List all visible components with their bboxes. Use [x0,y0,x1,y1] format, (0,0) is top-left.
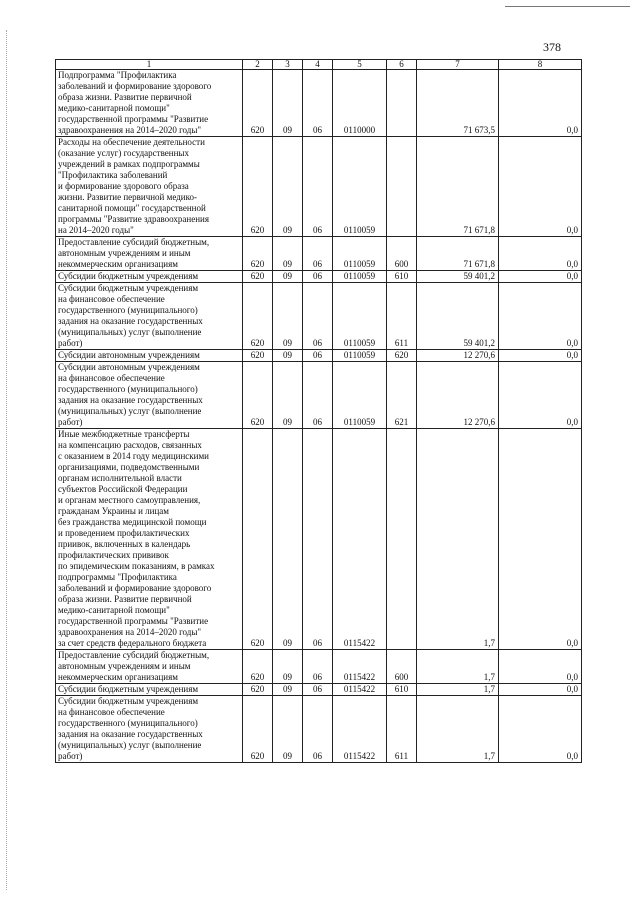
code-cell: 600 [387,237,417,271]
code-cell: 09 [273,684,303,696]
column-header: 7 [417,60,499,70]
code-cell: 06 [303,696,333,763]
code-cell: 09 [273,237,303,271]
code-cell: 620 [243,271,273,283]
amount-cell: 0,0 [499,350,582,362]
table-row [56,237,582,271]
code-cell: 611 [387,696,417,763]
page-edge [6,30,7,890]
amount-cell: 0,0 [499,283,582,350]
code-cell [387,70,417,137]
code-cell: 620 [243,650,273,684]
row-name-cell: Субсидии бюджетным учреждениям на финансовое обеспечение государственного (муниципального) задания на оказание государственных (муниципальных) услуг (выполнение работ) [56,696,243,763]
code-cell: 06 [303,684,333,696]
code-cell: 620 [243,137,273,237]
code-cell: 09 [273,271,303,283]
amount-cell: 0,0 [499,650,582,684]
row-name-cell: Субсидии автономным учреждениям [56,350,243,362]
code-cell: 06 [303,70,333,137]
code-cell: 0110000 [333,70,387,137]
table-row [56,137,582,237]
code-cell: 09 [273,137,303,237]
table-header-row [56,60,582,70]
row-name-cell: Предоставление субсидий бюджетным, автономным учреждениям и иным некоммерческим организациям [56,237,243,271]
code-cell: 620 [243,429,273,650]
amount-cell: 1,7 [417,429,499,650]
code-cell: 09 [273,650,303,684]
amount-cell: 71 671,8 [417,137,499,237]
amount-cell: 0,0 [499,684,582,696]
code-cell: 06 [303,283,333,350]
amount-cell: 1,7 [417,696,499,763]
amount-cell: 0,0 [499,696,582,763]
table-row [56,283,582,350]
code-cell: 09 [273,70,303,137]
code-cell: 09 [273,362,303,429]
page-number: 378 [543,40,561,54]
top-rule [505,6,630,7]
column-header: 6 [387,60,417,70]
amount-cell: 0,0 [499,362,582,429]
table-row [56,429,582,650]
amount-cell: 59 401,2 [417,271,499,283]
code-cell: 0110059 [333,237,387,271]
code-cell [387,137,417,237]
code-cell: 06 [303,362,333,429]
amount-cell: 12 270,6 [417,362,499,429]
code-cell: 0115422 [333,684,387,696]
table-row [56,650,582,684]
code-cell: 620 [387,350,417,362]
code-cell: 0110059 [333,350,387,362]
code-cell: 0115422 [333,650,387,684]
code-cell: 620 [243,70,273,137]
column-header: 1 [56,60,243,70]
code-cell: 06 [303,429,333,650]
row-name-cell: Расходы на обеспечение деятельности (оказание услуг) государственных учреждений в рамках подпрограммы "Профилактика заболеваний и формирование здорового образа жизни. Развитие первичной медико- санитарной помощи" государственной программы "Развитие здравоохранения на 2014–2020 годы" [56,137,243,237]
table-row [56,70,582,137]
code-cell: 611 [387,283,417,350]
column-header: 8 [499,60,582,70]
code-cell: 06 [303,271,333,283]
code-cell: 06 [303,350,333,362]
code-cell [387,429,417,650]
code-cell: 0115422 [333,696,387,763]
row-name-cell: Предоставление субсидий бюджетным, автономным учреждениям и иным некоммерческим организациям [56,650,243,684]
code-cell: 620 [243,684,273,696]
code-cell: 0115422 [333,429,387,650]
column-header: 2 [243,60,273,70]
code-cell: 620 [243,362,273,429]
amount-cell: 0,0 [499,271,582,283]
code-cell: 0110059 [333,362,387,429]
code-cell: 620 [243,350,273,362]
column-header: 5 [333,60,387,70]
code-cell: 09 [273,350,303,362]
table-row [56,696,582,763]
amount-cell: 71 673,5 [417,70,499,137]
amount-cell: 0,0 [499,70,582,137]
row-name-cell: Субсидии бюджетным учреждениям [56,271,243,283]
code-cell: 09 [273,283,303,350]
amount-cell: 59 401,2 [417,283,499,350]
code-cell: 621 [387,362,417,429]
code-cell: 610 [387,271,417,283]
amount-cell: 0,0 [499,429,582,650]
code-cell: 06 [303,650,333,684]
code-cell: 620 [243,283,273,350]
code-cell: 610 [387,684,417,696]
code-cell: 600 [387,650,417,684]
column-header: 3 [273,60,303,70]
code-cell: 0110059 [333,283,387,350]
code-cell: 06 [303,237,333,271]
row-name-cell: Субсидии бюджетным учреждениям [56,684,243,696]
row-name-cell: Подпрограмма "Профилактика заболеваний и формирование здорового образа жизни. Развитие первичной медико-санитарной помощи" государственной программы "Развитие здравоохранения на 2014–2020 годы" [56,70,243,137]
code-cell: 09 [273,429,303,650]
code-cell: 620 [243,237,273,271]
code-cell: 0110059 [333,271,387,283]
code-cell: 09 [273,696,303,763]
row-name-cell: Субсидии бюджетным учреждениям на финансовое обеспечение государственного (муниципального) задания на оказание государственных (муниципальных) услуг (выполнение работ) [56,283,243,350]
code-cell: 0110059 [333,137,387,237]
table-row [56,362,582,429]
budget-table [55,59,582,763]
amount-cell: 1,7 [417,650,499,684]
table-row [56,271,582,283]
table-row [56,350,582,362]
row-name-cell: Субсидии автономным учреждениям на финансовое обеспечение государственного (муниципального) задания на оказание государственных (муниципальных) услуг (выполнение работ) [56,362,243,429]
amount-cell: 1,7 [417,684,499,696]
amount-cell: 0,0 [499,137,582,237]
row-name-cell: Иные межбюджетные трансферты на компенсацию расходов, связанных с оказанием в 2014 году медицинскими организациями, подведомственными органам исполнительной власти субъектов Российской Федерации и органам местного самоуправления, гражданам Украины и лицам без гражданства медицинской помощи и проведением профилактических приивок, включенных в календарь профилактических прививок по эпидемическим показаниям, в рамках подпрограммы "Профилактика заболеваний и формирование здорового образа жизни. Развитие первичной медико-санитарной помощи" государственной программы "Развитие здравоохранения на 2014–2020 годы" за счет средств федерального бюджета [56,429,243,650]
table-row [56,684,582,696]
code-cell: 620 [243,696,273,763]
code-cell: 06 [303,137,333,237]
column-header: 4 [303,60,333,70]
amount-cell: 12 270,6 [417,350,499,362]
amount-cell: 0,0 [499,237,582,271]
amount-cell: 71 671,8 [417,237,499,271]
